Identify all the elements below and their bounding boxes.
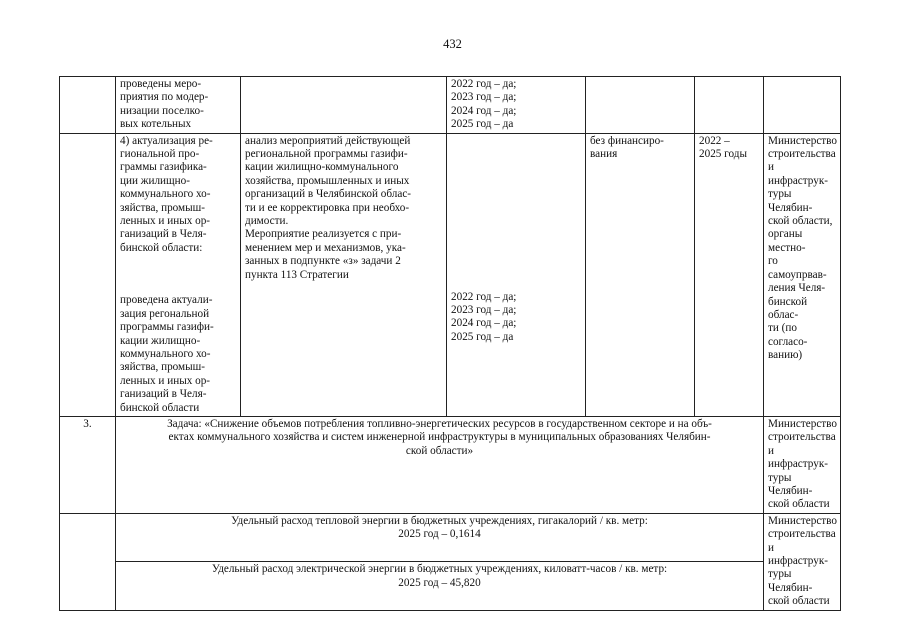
- text-line: строительства: [768, 431, 836, 444]
- table-row: [60, 513, 841, 561]
- text-line: 2023 год – да;: [451, 304, 517, 317]
- text-line: ленных и иных ор-: [120, 215, 211, 228]
- text-line: ления Челя-: [768, 282, 826, 295]
- text-line: приятия по модер-: [120, 91, 209, 104]
- text-line: бинской области:: [120, 241, 203, 254]
- number-cell: 3.: [60, 416, 116, 513]
- number-cell: [60, 133, 116, 416]
- number-cell: [60, 77, 116, 134]
- text-line: проведены меро-: [120, 78, 202, 90]
- indicator-cell: [447, 77, 586, 134]
- period-cell: [695, 77, 764, 134]
- text-line: 2025 год – 0,1614: [398, 528, 481, 541]
- text-line: 2022 год – да;: [451, 78, 517, 90]
- text-line: вания: [590, 148, 618, 161]
- task-cell: [116, 416, 764, 513]
- text-line: и инфраструк-: [768, 541, 828, 567]
- description-cell: [241, 133, 447, 416]
- text-line: ти и ее корректировка при необхо-: [245, 201, 410, 214]
- text-line: ганизаций в Челя-: [120, 228, 207, 241]
- text-line: проведена актуали-: [120, 294, 213, 307]
- text-line: без финансиро-: [590, 134, 664, 147]
- text-line: 4) актуализация ре-: [120, 134, 213, 147]
- text-line: кации жилищно-коммунального: [245, 161, 399, 174]
- text-line: строительства: [768, 148, 836, 161]
- text-line: ектах коммунального хозяйства и систем инженерной инфраструктуры в муниципальных образованиях Челябин-: [168, 431, 711, 444]
- activity-cell: [116, 133, 241, 416]
- text-line: 2025 годы: [699, 148, 747, 161]
- text-line: органы местно-: [768, 228, 806, 254]
- text-line: коммунального хо-: [120, 347, 211, 360]
- table-row: [60, 133, 841, 416]
- text-line: ской области,: [768, 215, 833, 228]
- text-line: зяйства, промыш-: [120, 361, 205, 374]
- text-line: ской области: [768, 595, 830, 608]
- text-line: 2022 год – да;: [451, 290, 517, 303]
- text-line: анализ мероприятий действующей: [245, 134, 411, 147]
- text-line: кации жилищно-: [120, 334, 201, 347]
- responsible-cell: [764, 416, 841, 513]
- responsible-cell: [764, 77, 841, 134]
- text-line: региональной программы газифи-: [245, 148, 408, 161]
- text-line: бинской облас-: [768, 295, 808, 321]
- activity-cell: [116, 77, 241, 134]
- table-row: [60, 562, 841, 610]
- text-line: зация регональной: [120, 307, 210, 320]
- text-line: ленных и иных ор-: [120, 374, 211, 387]
- financing-cell: [586, 133, 695, 416]
- responsible-cell: [764, 513, 841, 610]
- text-line: и инфраструк-: [768, 161, 828, 187]
- text-line: программы газифи-: [120, 321, 214, 334]
- text-line: пункта 113 Стратегии: [245, 268, 349, 281]
- text-line: ской области»: [405, 444, 474, 457]
- text-line: ции жилищно-: [120, 174, 190, 187]
- text-line: 2024 год – да;: [451, 317, 517, 330]
- indicator-cell: [447, 133, 586, 416]
- text-line: вых котельных: [120, 118, 192, 131]
- text-line: туры Челябин-: [768, 471, 813, 497]
- text-line: зяйства, промыш-: [120, 201, 205, 214]
- text-line: 2022 –: [699, 134, 730, 147]
- text-line: ской области: [768, 498, 830, 511]
- text-line: Министерство: [768, 514, 837, 527]
- text-line: Мероприятие реализуется с при-: [245, 228, 402, 241]
- text-line: хозяйства, промышленных и иных: [245, 174, 410, 187]
- responsible-cell: [764, 133, 841, 416]
- description-cell: [241, 77, 447, 134]
- text-line: Задача: «Снижение объемов потребления топливно-энергетических ресурсов в государственном секторе и на объ-: [167, 417, 712, 430]
- text-line: ганизаций в Челя-: [120, 388, 207, 401]
- text-line: 2023 год – да;: [451, 91, 517, 104]
- text-line: Удельный расход тепловой энергии в бюджетных учреждениях, гигакалорий / кв. метр:: [231, 514, 648, 527]
- text-line: граммы газифика-: [120, 161, 207, 174]
- text-line: строительства: [768, 528, 836, 541]
- text-line: Министерство: [768, 417, 837, 430]
- text-line: и инфраструк-: [768, 444, 828, 471]
- table-row: [60, 77, 841, 134]
- number-cell: [60, 513, 116, 610]
- text-line: го самоупрвав-: [768, 255, 827, 281]
- text-line: туры Челябин-: [768, 188, 813, 214]
- text-line: низации поселко-: [120, 104, 204, 117]
- period-cell: [695, 133, 764, 416]
- text-line: 2024 год – да;: [451, 104, 517, 117]
- text-line: туры Челябин-: [768, 568, 813, 594]
- text-line: бинской области: [120, 401, 200, 414]
- text-line: 2025 год – 45,820: [398, 576, 481, 589]
- text-line: коммунального хо-: [120, 188, 211, 201]
- text-line: 2025 год – да: [451, 330, 514, 343]
- indicator-cell: [116, 562, 764, 610]
- plan-table: [59, 76, 841, 611]
- text-line: ванию): [768, 349, 803, 362]
- indicator-cell: [116, 513, 764, 561]
- text-line: Министерство: [768, 134, 837, 147]
- text-line: организаций в Челябинской облас-: [245, 188, 412, 201]
- text-line: менением мер и механизмов, ука-: [245, 241, 406, 254]
- text-line: 2025 год – да: [451, 118, 514, 131]
- text-line: Удельный расход электрической энергии в бюджетных учреждениях, киловатт-часов / кв. метр:: [211, 563, 668, 576]
- text-line: гиональной про-: [120, 148, 200, 161]
- text-line: димости.: [245, 215, 289, 228]
- text-line: занных в подпункте «з» задачи 2: [245, 255, 401, 268]
- table-row: [60, 416, 841, 513]
- text-line: ти (по согласо-: [768, 322, 808, 348]
- page-number: 432: [443, 37, 462, 51]
- financing-cell: [586, 77, 695, 134]
